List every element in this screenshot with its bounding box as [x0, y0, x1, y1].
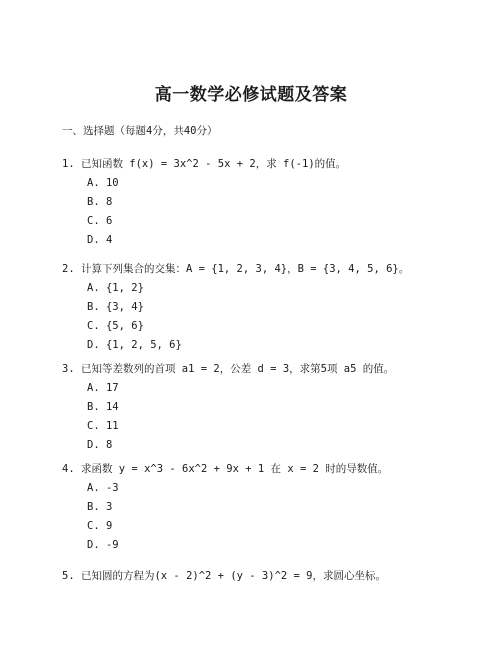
option-b: B. 3: [87, 501, 113, 513]
question-2: [62, 261, 482, 355]
question-1: [62, 156, 482, 250]
option-d: D. {1, 2, 5, 6}: [87, 339, 182, 351]
question-text: 3. 已知等差数列的首项 a1 = 2，公差 d = 3，求第5项 a5 的值。: [62, 363, 395, 375]
option-list: [62, 174, 482, 250]
option-b: B. 14: [87, 401, 119, 413]
document-title: 高一数学必修试题及答案: [154, 85, 348, 105]
question-text: 2. 计算下列集合的交集：A = {1, 2, 3, 4}，B = {3, 4, 5, 6}。: [62, 263, 410, 275]
option-c: C. 6: [87, 215, 113, 227]
option-a: A. 10: [87, 177, 119, 189]
option-a: A. {1, 2}: [87, 282, 144, 294]
option-list: [62, 479, 482, 555]
option-d: D. 8: [87, 439, 113, 451]
option-a: A. 17: [87, 382, 119, 394]
option-d: D. 4: [87, 234, 113, 246]
option-b: B. {3, 4}: [87, 301, 144, 313]
question-text: 4. 求函数 y = x^3 - 6x^2 + 9x + 1 在 x = 2 时的导数值。: [62, 463, 389, 475]
option-d: D. -9: [87, 539, 119, 551]
question-text: 5. 已知圆的方程为(x - 2)^2 + (y - 3)^2 = 9，求圆心坐标。: [62, 570, 387, 582]
question-5: [62, 568, 482, 584]
option-list: [62, 379, 482, 455]
option-b: B. 8: [87, 196, 113, 208]
question-3: [62, 361, 482, 455]
option-c: C. 9: [87, 520, 113, 532]
question-4: [62, 461, 482, 555]
section-heading: 一、选择题（每题4分，共40分）: [62, 125, 218, 137]
option-a: A. -3: [87, 482, 119, 494]
option-c: C. {5, 6}: [87, 320, 144, 332]
question-text: 1. 已知函数 f(x) = 3x^2 - 5x + 2，求 f(-1)的值。: [62, 158, 347, 170]
option-c: C. 11: [87, 420, 119, 432]
option-list: [62, 279, 482, 355]
